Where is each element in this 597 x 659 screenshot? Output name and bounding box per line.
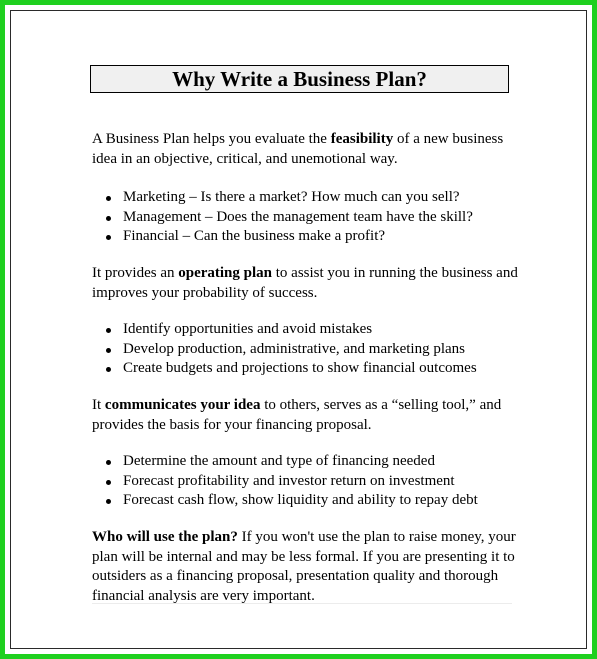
bold-term: operating plan <box>178 265 272 281</box>
list-item <box>104 208 473 228</box>
list-item-label: Marketing – <box>123 189 201 205</box>
bullet-icon <box>106 499 111 504</box>
list-item <box>104 188 473 208</box>
bullet-icon <box>106 328 111 333</box>
paragraph-text: of a new business idea in an objective, critical, and unemotional way. <box>92 131 504 167</box>
paragraph-feasibility <box>92 130 522 169</box>
bullet-icon <box>106 216 111 221</box>
list-item-text: Does the management team have the skill? <box>216 208 473 225</box>
bullet-icon <box>106 367 111 372</box>
list-item <box>104 359 477 379</box>
bullet-list-operating-benefits <box>104 320 477 379</box>
document-title <box>90 65 509 93</box>
list-item <box>104 227 473 247</box>
list-item-text: Develop production, administrative, and marketing plans <box>123 340 465 357</box>
paragraph-text: If you won't use the plan to raise money, your plan will be internal and may be less formal. If you are presenting it to outsiders as a financing proposal, presentation quality and thorough financial analysis are very important. <box>92 529 516 604</box>
list-item <box>104 472 478 492</box>
list-item <box>104 320 477 340</box>
list-item-text: Can the business make a profit? <box>193 228 386 244</box>
bold-term: Who will use the plan? <box>92 529 238 545</box>
list-item-label: Financial – <box>123 228 194 244</box>
paragraph-text: A Business Plan helps you evaluate the <box>92 131 331 147</box>
list-item <box>104 452 478 472</box>
paragraph-operating-plan <box>92 264 522 303</box>
bullet-icon <box>106 460 111 465</box>
bullet-icon <box>106 196 111 201</box>
bullet-list-financing <box>104 452 478 511</box>
list-item-text: Create budgets and projections to show financial outcomes <box>123 360 477 376</box>
divider <box>92 603 512 604</box>
bullet-icon <box>106 348 111 353</box>
paragraph-communicates <box>92 396 522 435</box>
document-title-text: Why Write a Business Plan? <box>172 66 427 91</box>
list-item-text: Forecast cash flow, show liquidity and ability to repay debt <box>123 492 478 508</box>
list-item-label: Management – <box>123 208 217 225</box>
paragraph-text: It provides an <box>92 265 179 281</box>
paragraph-text: to assist you in running the business and improves your probability of success. <box>92 265 518 301</box>
list-item-text: Identify opportunities and avoid mistakes <box>123 321 373 337</box>
list-item-text: Forecast profitability and investor return on investment <box>123 472 455 489</box>
bullet-icon <box>106 235 111 240</box>
list-item <box>104 340 477 360</box>
list-item-text: Determine the amount and type of financing needed <box>123 453 435 469</box>
bullet-list-plan-areas <box>104 188 473 247</box>
list-item <box>104 491 478 511</box>
paragraph-who-uses <box>92 528 522 606</box>
bullet-icon <box>106 480 111 485</box>
bold-term: communicates your idea <box>104 397 261 413</box>
bold-term: feasibility <box>330 131 394 147</box>
paragraph-text: It <box>92 397 105 413</box>
list-item-text: Is there a market? How much can you sell? <box>200 189 460 205</box>
paragraph-text: to others, serves as a “selling tool,” and provides the basis for your financing proposal. <box>92 397 502 433</box>
